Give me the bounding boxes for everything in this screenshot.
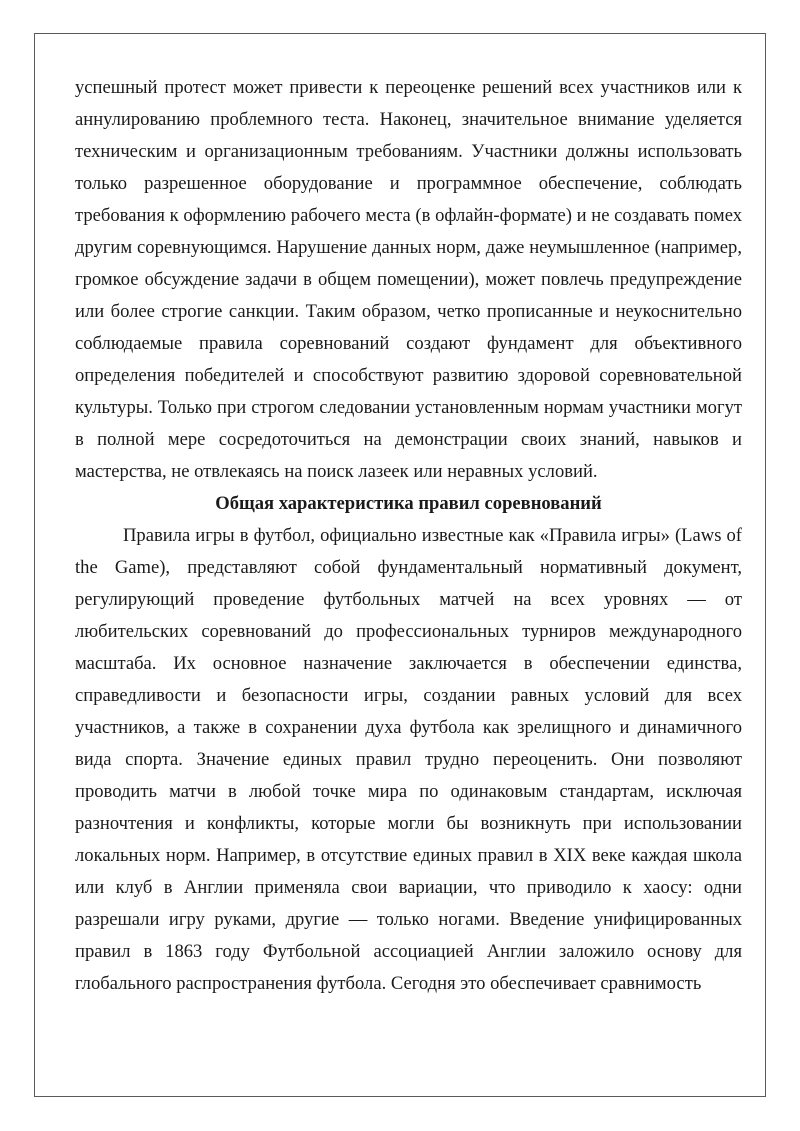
document-body [75,72,742,1000]
paragraph: успешный протест может привести к переоценке решений всех участников или к аннулированию проблемного теста. Наконец, значительное внимание уделяется техническим и организационным требованиям. Участники должны использовать только разрешенное оборудование и программное обеспечение, соблюдать требования к оформлению рабочего места (в офлайн-формате) и не создавать помех другим соревнующимся. Нарушение данных норм, даже неумышленное (например, громкое обсуждение задачи в общем помещении), может повлечь предупреждение или более строгие санкции. Таким образом, четко прописанные и неукоснительно соблюдаемые правила соревнований создают фундамент для объективного определения победителей и способствуют развитию здоровой соревновательной культуры. Только при строгом следовании установленным нормам участники могут в полной мере сосредоточиться на демонстрации своих знаний, навыков и мастерства, не отвлекаясь на поиск лазеек или неравных условий. [75,77,742,482]
section-heading: Общая характеристика правил соревнований [215,493,602,514]
paragraph: Правила игры в футбол, официально известные как «Правила игры» (Laws of the Game), представляют собой фундаментальный нормативный документ, регулирующий проведение футбольных матчей на всех уровнях — от любительских соревнований до профессиональных турниров международного масштаба. Их основное назначение заключается в обеспечении единства, справедливости и безопасности игры, создании равных условий для всех участников, а также в сохранении духа футбола как зрелищного и динамичного вида спорта. Значение единых правил трудно переоценить. Они позволяют проводить матчи в любой точке мира по одинаковым стандартам, исключая разночтения и конфликты, которые могли бы возникнуть при использовании локальных норм. Например, в отсутствие единых правил в XIX веке каждая школа или клуб в Англии применяла свои вариации, что приводило к хаосу: одни разрешали игру руками, другие — только ногами. Введение унифицированных правил в 1863 году Футбольной ассоциацией Англии заложило основу для глобального распространения футбола. Сегодня это обеспечивает сравнимость [75,525,742,994]
